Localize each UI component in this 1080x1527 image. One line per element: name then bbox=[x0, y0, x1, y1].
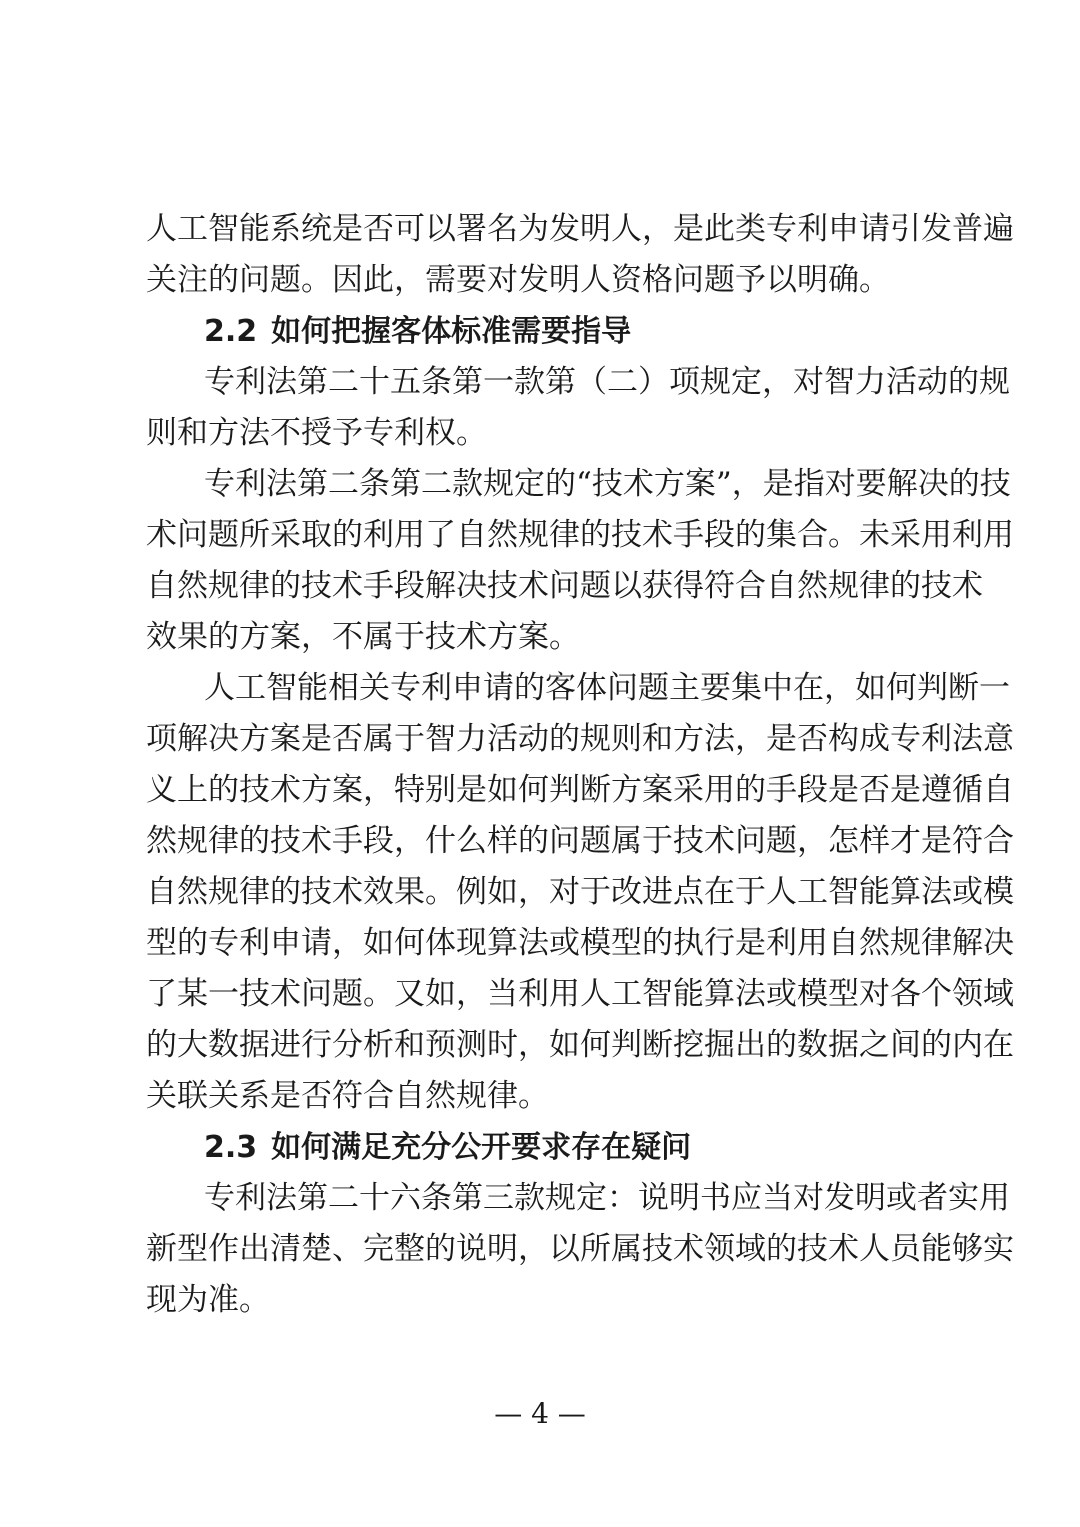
section-title: 如何满足充分公开要求存在疑问 bbox=[271, 1130, 692, 1165]
paragraph-line: 专利法第二十六条第三款规定：说明书应当对发明或者实用 bbox=[204, 1180, 1010, 1216]
paragraph-line: 然规律的技术手段，什么样的问题属于技术问题，怎样才是符合 bbox=[146, 823, 1014, 859]
paragraph-line: 则和方法不授予专利权。 bbox=[146, 415, 487, 451]
section-title: 如何把握客体标准需要指导 bbox=[271, 314, 632, 349]
section-number: 2.3 bbox=[204, 1130, 258, 1165]
paragraph-line: 了某一技术问题。又如，当利用人工智能算法或模型对各个领域 bbox=[146, 976, 1014, 1012]
section-heading-2-3 bbox=[146, 1122, 946, 1173]
paragraph-line: 关联关系是否符合自然规律。 bbox=[146, 1078, 549, 1114]
paragraph-line: 型的专利申请，如何体现算法或模型的执行是利用自然规律解决 bbox=[146, 925, 1014, 961]
paragraph-line: 现为准。 bbox=[146, 1282, 270, 1318]
section-heading-2-2 bbox=[146, 306, 946, 357]
paragraph-line: 专利法第二条第二款规定的“技术方案”，是指对要解决的技 bbox=[204, 466, 1011, 502]
paragraph-line: 人工智能系统是否可以署名为发明人，是此类专利申请引发普遍 bbox=[146, 211, 1014, 247]
paragraph-line: 自然规律的技术效果。例如，对于改进点在于人工智能算法或模 bbox=[146, 874, 1014, 910]
paragraph-line: 专利法第二十五条第一款第（二）项规定，对智力活动的规 bbox=[204, 364, 1010, 400]
paragraph-line: 新型作出清楚、完整的说明，以所属技术领域的技术人员能够实 bbox=[146, 1231, 1014, 1267]
paragraph-line: 项解决方案是否属于智力活动的规则和方法，是否构成专利法意 bbox=[146, 721, 1014, 757]
page-number: — 4 — bbox=[494, 1397, 586, 1430]
document-body bbox=[146, 204, 1014, 1326]
paragraph-line: 的大数据进行分析和预测时，如何判断挖掘出的数据之间的内在 bbox=[146, 1027, 1014, 1063]
paragraph-line: 自然规律的技术手段解决技术问题以获得符合自然规律的技术 bbox=[146, 568, 983, 604]
paragraph-line: 术问题所采取的利用了自然规律的技术手段的集合。未采用利用 bbox=[146, 517, 1014, 553]
paragraph-line: 效果的方案，不属于技术方案。 bbox=[146, 619, 580, 655]
paragraph-line: 人工智能相关专利申请的客体问题主要集中在，如何判断一 bbox=[204, 670, 1010, 706]
section-number: 2.2 bbox=[204, 314, 258, 349]
paragraph-line: 义上的技术方案，特别是如何判断方案采用的手段是否是遵循自 bbox=[146, 772, 1014, 808]
paragraph-line: 关注的问题。因此，需要对发明人资格问题予以明确。 bbox=[146, 262, 890, 298]
